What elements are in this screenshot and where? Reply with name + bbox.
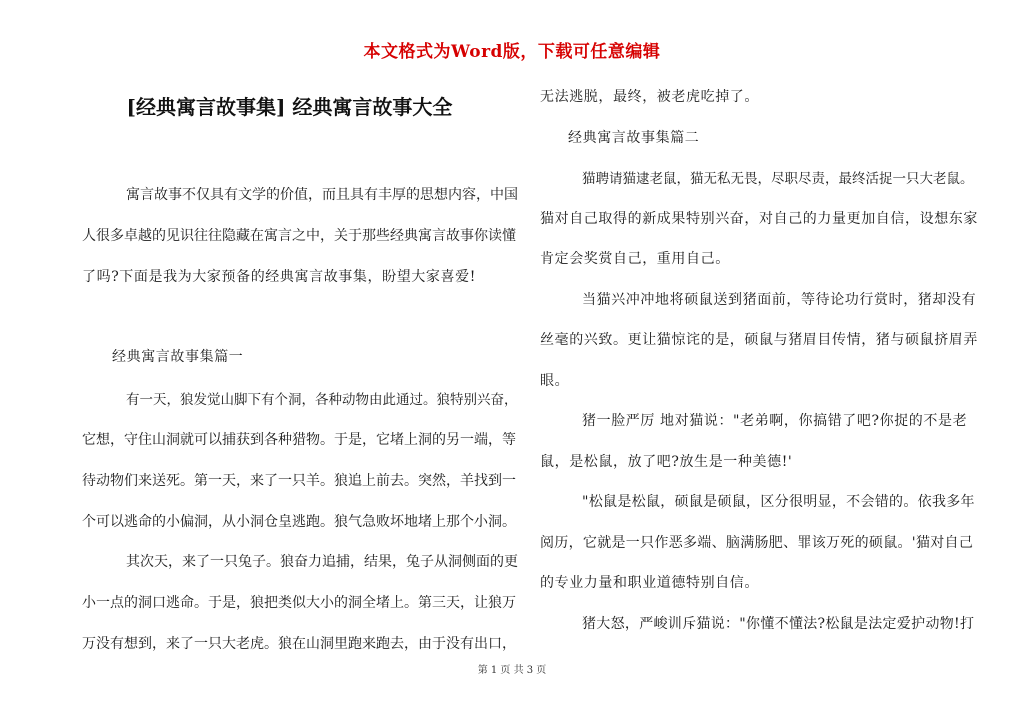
paragraph-line: 待动物们来送死。第一天，来了一只羊。狼追上前去。突然，羊找到一 bbox=[82, 473, 516, 489]
paragraph-line: 小一点的洞口逃命。于是，狼把类似大小的洞全堵上。第三天，让狼万 bbox=[82, 595, 516, 611]
paragraph-line: 阅历，它就是一只作恶多端、脑满肠肥、罪该万死的硕鼠。'猫对自己 bbox=[540, 535, 974, 551]
paragraph-line: 猫聘请猫逮老鼠，猫无私无畏，尽职尽责，最终活捉一只大老鼠。 bbox=[582, 171, 974, 187]
paragraph-line: 它想，守住山洞就可以捕获到各种猎物。于是，它堵上洞的另一端，等 bbox=[82, 432, 516, 448]
paragraph-line: 鼠，是松鼠，放了吧?放生是一种美德!' bbox=[540, 454, 793, 470]
left-column bbox=[82, 0, 522, 660]
paragraph-line: "松鼠是松鼠，硕鼠是硕鼠，区分很明显，不会错的。依我多年 bbox=[582, 494, 975, 510]
editable-notice-banner: 本文格式为Word版，下载可任意编辑 bbox=[363, 42, 661, 62]
paragraph-line: 肯定会奖赏自己，重用自己。 bbox=[540, 251, 730, 267]
right-column bbox=[540, 0, 980, 660]
paragraph-line: 眼。 bbox=[540, 373, 570, 389]
document-title: [经典寓言故事集] 经典寓言故事大全 bbox=[126, 95, 453, 119]
paragraph-line: 寓言故事不仅具有文学的价值，而且具有丰厚的思想内容，中国 bbox=[126, 187, 518, 203]
paragraph-line: 万没有想到，来了一只大老虎。狼在山洞里跑来跑去，由于没有出口， bbox=[82, 636, 516, 652]
paragraph-line: 其次天，来了一只兔子。狼奋力追捕，结果，兔子从洞侧面的更 bbox=[126, 554, 518, 570]
paragraph-line: 猪一脸严厉 地对猫说："老弟啊，你搞错了吧?你捉的不是老 bbox=[582, 413, 968, 429]
page-number-footer: 第 1 页 共 3 页 bbox=[477, 665, 547, 676]
paragraph-line: 猫对自己取得的新成果特别兴奋，对自己的力量更加自信，设想东家 bbox=[540, 211, 978, 227]
paragraph-line: 的专业力量和职业道德特别自信。 bbox=[540, 575, 759, 591]
paragraph-line: 人很多卓越的见识往往隐藏在寓言之中，关于那些经典寓言故事你读懂 bbox=[82, 228, 516, 244]
paragraph-line: 了吗?下面是我为大家预备的经典寓言故事集，盼望大家喜爱! bbox=[82, 269, 476, 285]
paragraph-line: 丝毫的兴致。更让猫惊诧的是，硕鼠与猪眉目传情，猪与硕鼠挤眉弄 bbox=[540, 332, 978, 348]
paragraph-line: 当猫兴冲冲地将硕鼠送到猪面前，等待论功行赏时，猪却没有 bbox=[582, 292, 977, 308]
paragraph-line: 猪大怒，严峻训斥猫说："你懂不懂法?松鼠是法定爱护动物!打 bbox=[582, 616, 975, 632]
paragraph-line: 有一天，狼发觉山脚下有个洞，各种动物由此通过。狼特别兴奋， bbox=[126, 392, 518, 408]
section-heading: 经典寓言故事集篇二 bbox=[568, 130, 700, 146]
paragraph-line: 个可以逃命的小偏洞，从小洞仓皇逃跑。狼气急败坏地堵上那个小洞。 bbox=[82, 514, 516, 530]
section-heading: 经典寓言故事集篇一 bbox=[112, 349, 244, 365]
paragraph-line: 无法逃脱，最终，被老虎吃掉了。 bbox=[540, 89, 759, 105]
